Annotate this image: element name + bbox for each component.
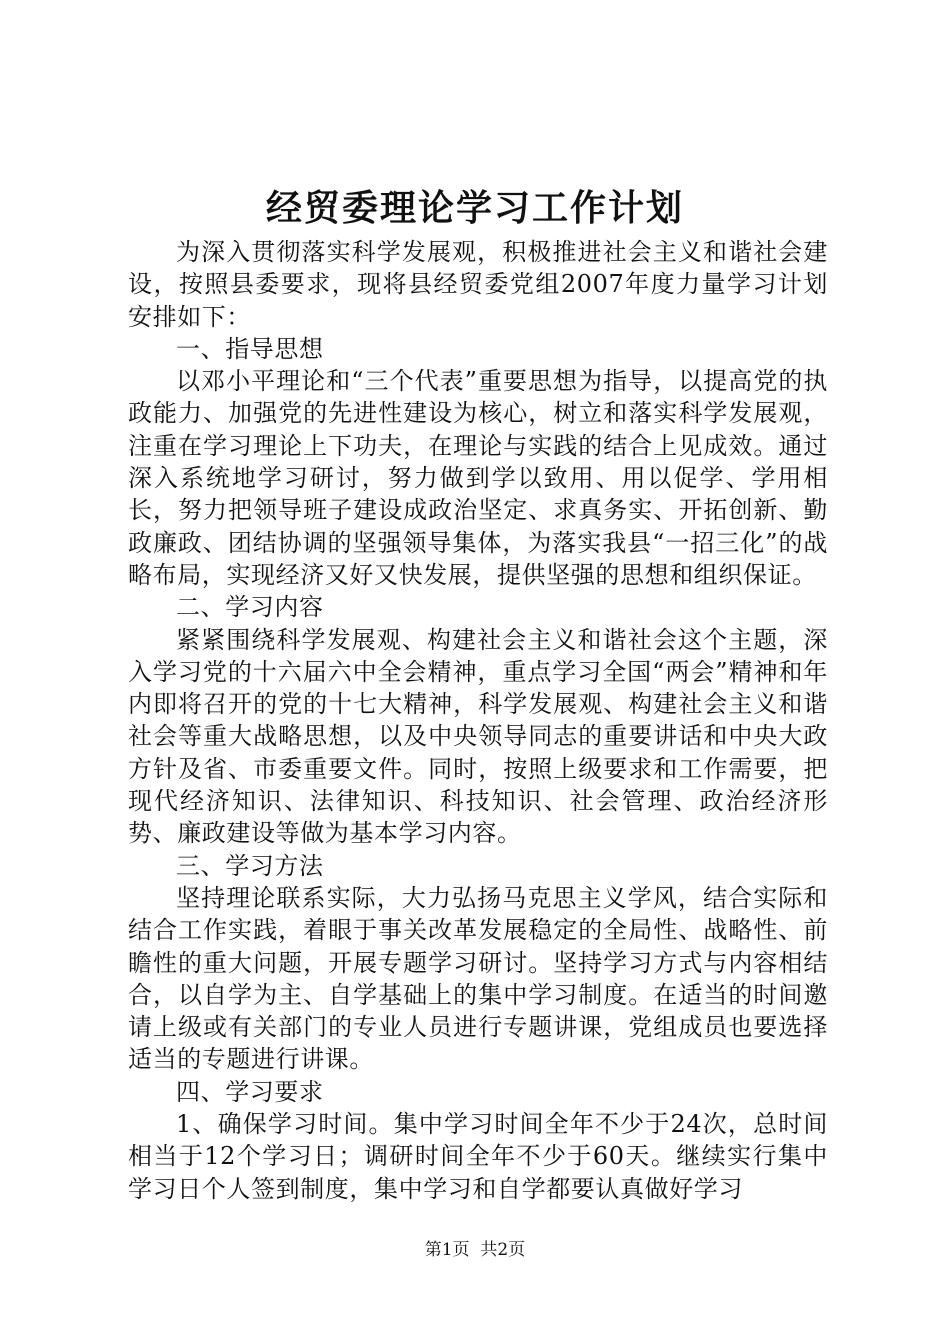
- body-paragraph: 紧紧围绕科学发展观、构建社会主义和谐社会这个主题，深入学习党的十六届六中全会精神，重点学习全国“两会”精神和年内即将召开的党的十七大精神，科学发展观、构建社会主义和谐社会等重大战略思想，以及中央领导同志的重要讲话和中央大政方针及省、市委重要文件。同时，按照上级要求和工作需要，把现代经济知识、法律知识、科技知识、社会管理、政治经济形势、廉政建设等做为基本学习内容。: [128, 625, 828, 848]
- section-heading: 一、指导思想: [176, 334, 324, 363]
- body-paragraph: 坚持理论联系实际，大力弘扬马克思主义学风，结合实际和结合工作实践，着眼于事关改革发展稳定的全局性、战略性、前瞻性的重大问题，开展专题学习研讨。坚持学习方式与内容相结合，以自学为主、自学基础上的集中学习制度。在适当的时间邀请上级或有关部门的专业人员进行专题讲课，党组成员也要选择适当的专题进行讲课。: [128, 883, 828, 1074]
- intro-paragraph: 为深入贯彻落实科学发展观，积极推进社会主义和谐社会建设，按照县委要求，现将县经贸委党组2007年度力量学习计划安排如下：: [128, 238, 828, 331]
- document-body: [128, 236, 828, 1205]
- page-number-current: 第1页: [424, 1240, 470, 1260]
- section-heading: 三、学习方法: [176, 851, 324, 880]
- document-title: 经贸委理论学习工作计划: [265, 187, 684, 229]
- page-number-total: 共2页: [480, 1240, 526, 1260]
- body-paragraph: 1、确保学习时间。集中学习时间全年不少于24次，总时间相当于12个学习日；调研时间全年不少于60天。继续实行集中学习日个人签到制度，集中学习和自学都要认真做好学习: [128, 1110, 828, 1203]
- section-heading: 四、学习要求: [176, 1077, 324, 1106]
- page-footer: [0, 1238, 950, 1262]
- section-heading: 二、学习内容: [176, 593, 324, 622]
- body-paragraph: 以邓小平理论和“三个代表”重要思想为指导，以提高党的执政能力、加强党的先进性建设为核心，树立和落实科学发展观，注重在学习理论上下功夫，在理论与实践的结合上见成效。通过深入系统地学习研讨，努力做到学以致用、用以促学、学用相长，努力把领导班子建设成政治坚定、求真务实、开拓创新、勤政廉政、团结协调的坚强领导集体，为落实我县“一招三化”的战略布局，实现经济又好又快发展，提供坚强的思想和组织保证。: [128, 367, 828, 589]
